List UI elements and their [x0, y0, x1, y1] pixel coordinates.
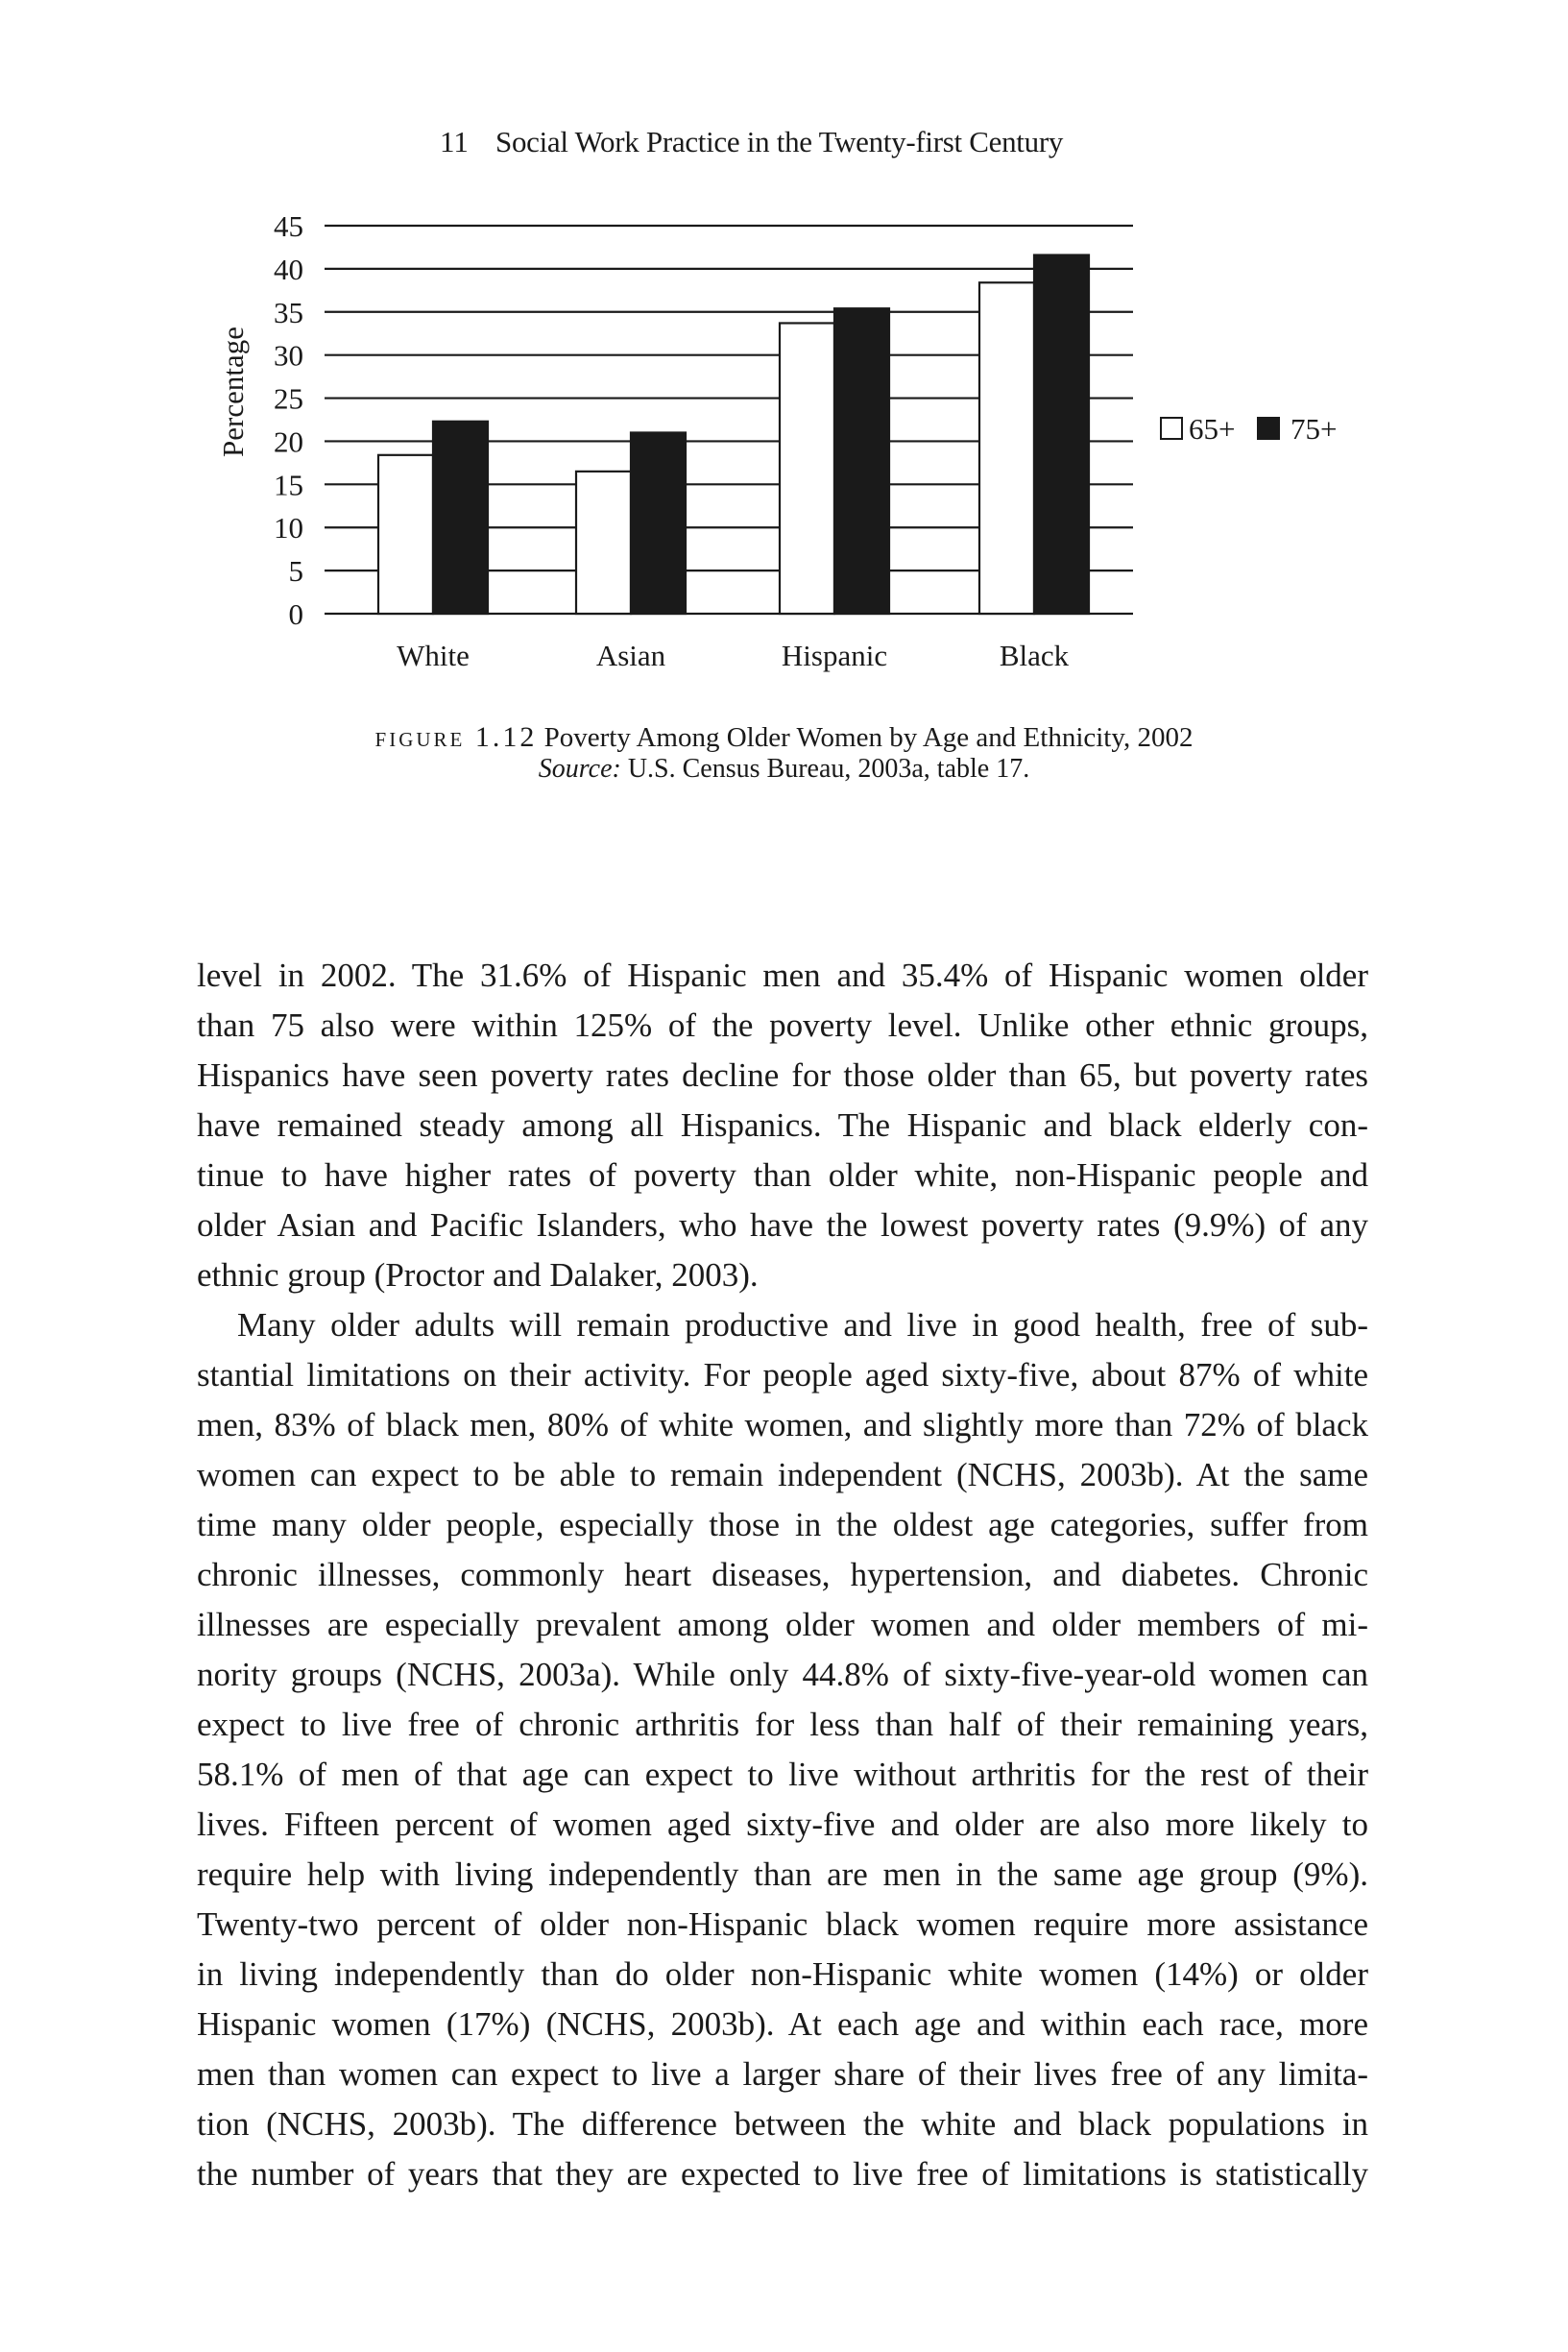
y-tick-label: 40	[274, 252, 303, 286]
y-axis-label: Percentage	[216, 327, 250, 457]
y-tick-label: 5	[288, 554, 303, 589]
bar-asian-75plus	[631, 432, 686, 614]
body-text-line: require help with living independently than are men in the same age group (9%).	[197, 1855, 1368, 1893]
y-tick-label: 45	[274, 209, 303, 243]
body-text-line: illnesses are especially prevalent among older women and older members of mi-	[197, 1606, 1368, 1643]
body-text-line: Hispanic women (17%) (NCHS, 2003b). At each age and within each race, more	[197, 2005, 1368, 2043]
bar-black-75plus	[1034, 255, 1089, 614]
bar-black-65plus	[979, 282, 1034, 614]
running-head-title: Social Work Practice in the Twenty-first Century	[495, 125, 1064, 158]
bar-asian-65plus	[576, 472, 631, 614]
body-text-line: time many older people, especially those in the oldest age categories, suffer from	[197, 1506, 1368, 1543]
x-category-labels	[397, 639, 1070, 672]
body-text-line: Twenty-two percent of older non-Hispanic black women require more assistance	[197, 1905, 1368, 1943]
bars	[378, 255, 1089, 614]
y-tick-label: 30	[274, 338, 303, 373]
x-category-label: Asian	[595, 639, 666, 672]
body-text-line: nority groups (NCHS, 2003a). While only 44.8% of sixty-five-year-old women can	[197, 1656, 1368, 1693]
bar-white-75plus	[433, 422, 488, 614]
body-text-line: men, 83% of black men, 80% of white women, and slightly more than 72% of black	[197, 1406, 1368, 1443]
y-tick-labels	[274, 209, 303, 631]
figure-caption	[0, 721, 1568, 754]
bar-white-65plus	[378, 455, 433, 614]
legend-swatch-75plus	[1258, 418, 1279, 439]
body-text-line: tion (NCHS, 2003b). The difference between the white and black populations in	[197, 2105, 1368, 2143]
body-text	[197, 951, 1368, 2199]
y-tick-label: 10	[274, 511, 303, 546]
body-text-line: lives. Fifteen percent of women aged sixty-five and older are also more likely to	[197, 1806, 1368, 1843]
body-text-line: stantial limitations on their activity. For people aged sixty-five, about 87% of white	[197, 1356, 1368, 1394]
body-text-line: the number of years that they are expected to live free of limitations is statistically	[197, 2155, 1368, 2193]
y-tick-label: 15	[274, 468, 303, 502]
body-text-line: women can expect to be able to remain independent (NCHS, 2003b). At the same	[197, 1456, 1368, 1493]
source-label: Source:	[538, 754, 621, 784]
body-text-line: level in 2002. The 31.6% of Hispanic men and 35.4% of Hispanic women older	[197, 957, 1368, 994]
figure-source	[0, 753, 1568, 786]
body-text-line: Many older adults will remain productive and live in good health, free of sub-	[237, 1306, 1368, 1344]
y-tick-label: 35	[274, 295, 303, 329]
bar-hispanic-75plus	[834, 308, 889, 614]
body-text-line: older Asian and Pacific Islanders, who have the lowest poverty rates (9.9%) of any	[197, 1206, 1368, 1244]
y-tick-label: 20	[274, 424, 303, 459]
x-category-label: White	[397, 639, 470, 672]
legend	[1161, 412, 1337, 446]
body-text-line: than 75 also were within 125% of the poverty level. Unlike other ethnic groups,	[197, 1006, 1368, 1044]
figure-label: figure 1.12	[374, 721, 538, 753]
x-category-label: Black	[999, 639, 1070, 672]
body-text-line: Hispanics have seen poverty rates decline for those older than 65, but poverty rates	[197, 1056, 1368, 1094]
legend-label: 65+	[1189, 412, 1236, 446]
body-text-line: chronic illnesses, commonly heart diseases, hypertension, and diabetes. Chronic	[197, 1556, 1368, 1593]
bar-chart	[0, 0, 1568, 691]
legend-label: 75+	[1291, 412, 1338, 446]
source-text: U.S. Census Bureau, 2003a, table 17.	[627, 754, 1030, 784]
page-number: 11	[440, 125, 469, 158]
bar-hispanic-65plus	[780, 323, 834, 614]
body-text-line: expect to live free of chronic arthritis for less than half of their remaining years,	[197, 1706, 1368, 1743]
y-tick-label: 25	[274, 381, 303, 416]
legend-swatch-65plus	[1161, 418, 1182, 439]
body-text-line: have remained steady among all Hispanics. The Hispanic and black elderly con-	[197, 1106, 1368, 1144]
body-text-line: tinue to have higher rates of poverty than older white, non-Hispanic people and	[197, 1156, 1368, 1194]
body-text-line: men than women can expect to live a larger share of their lives free of any limita-	[197, 2055, 1368, 2093]
body-text-line: in living independently than do older non-Hispanic white women (14%) or older	[197, 1955, 1368, 1993]
y-tick-label: 0	[288, 597, 303, 631]
body-text-line: 58.1% of men of that age can expect to live without arthritis for the rest of their	[197, 1756, 1368, 1793]
figure-title: Poverty Among Older Women by Age and Ethnicity, 2002	[543, 722, 1194, 753]
x-category-label: Hispanic	[781, 639, 888, 672]
body-text-line: ethnic group (Proctor and Dalaker, 2003).	[197, 1256, 759, 1294]
